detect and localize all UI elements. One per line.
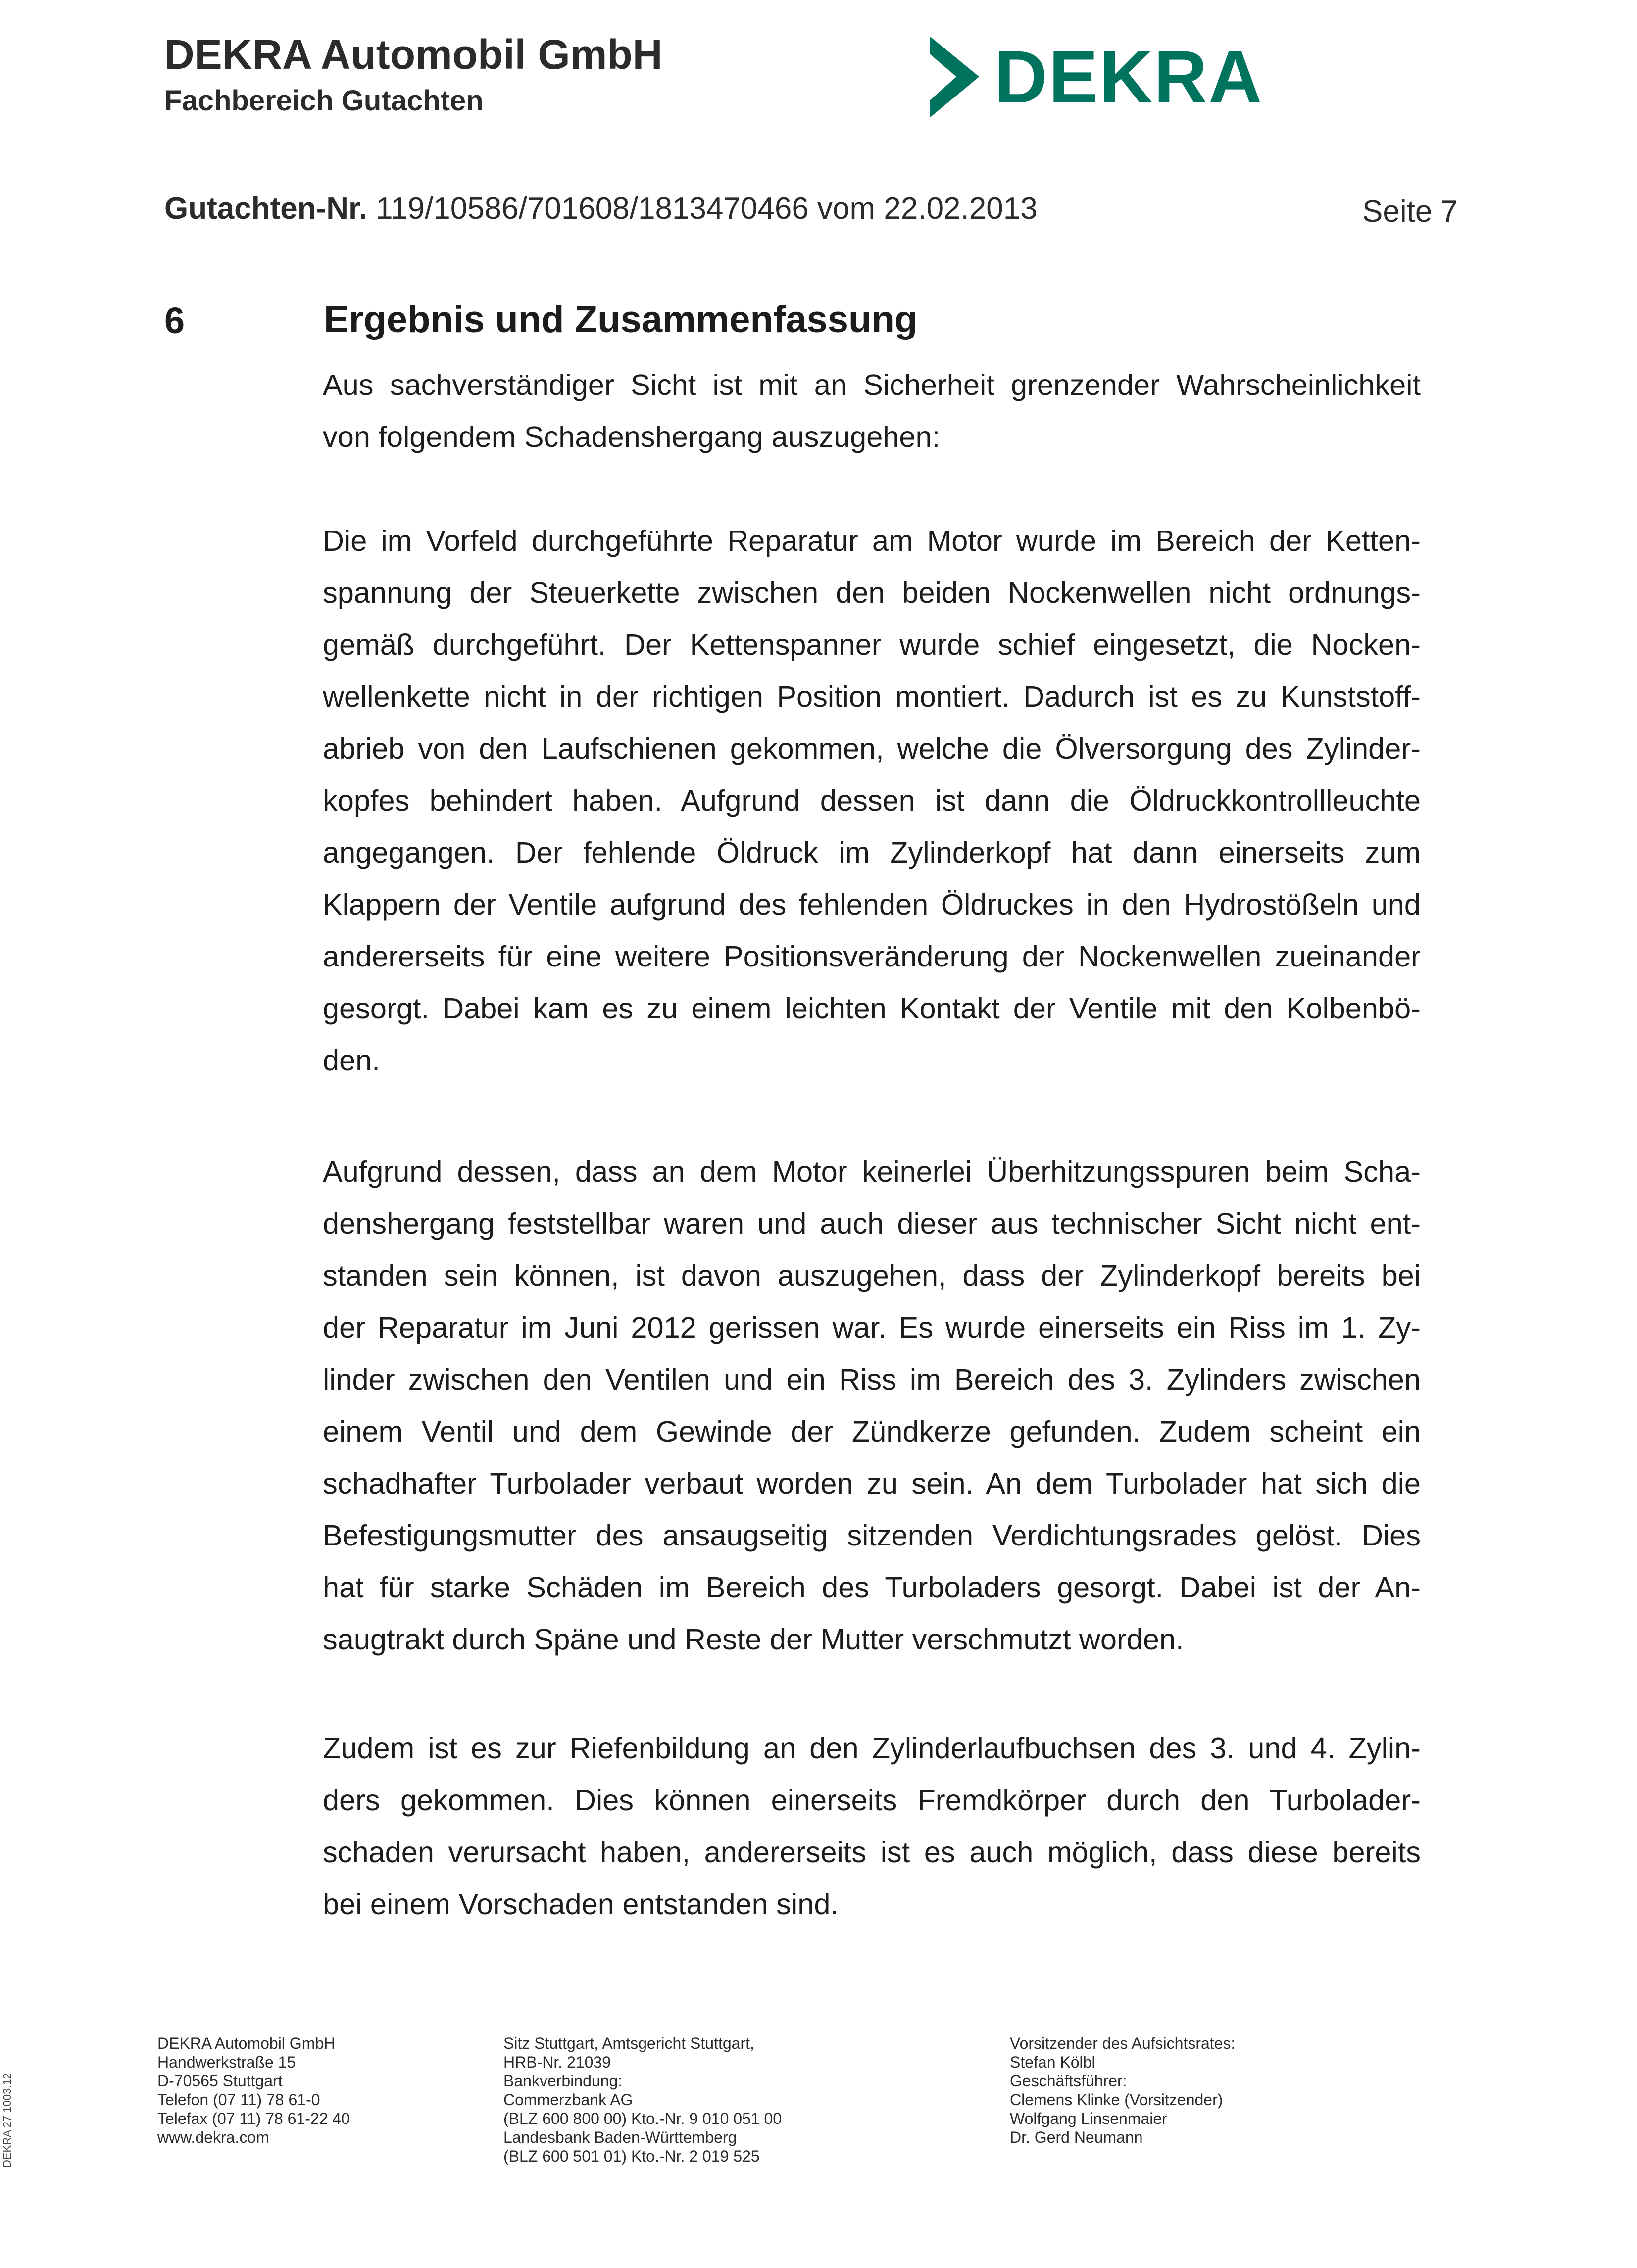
footer-line: www.dekra.com	[157, 2128, 269, 2146]
text-line: abrieb von den Laufschienen gekommen, welche die Ölversorgung des Zylinder-	[323, 732, 1421, 765]
footer-line: Telefon (07 11) 78 61-0	[157, 2091, 320, 2109]
footer-line: Handwerkstraße 15	[157, 2053, 296, 2071]
text-line: schadhafter Turbolader verbaut worden zu sein. An dem Turbolader hat sich die	[323, 1467, 1421, 1500]
footer-line: Stefan Kölbl	[1010, 2053, 1095, 2071]
footer-line: D-70565 Stuttgart	[157, 2072, 283, 2090]
section-number: 6	[164, 300, 185, 341]
footer-line: (BLZ 600 501 01) Kto.-Nr. 2 019 525	[503, 2147, 760, 2165]
text-line: spannung der Steuerkette zwischen den beiden Nockenwellen nicht ordnungs-	[323, 576, 1421, 609]
text-line: kopfes behindert haben. Aufgrund dessen ist dann die Öldruckkontrollleuchte	[323, 784, 1421, 817]
footer-line: Commerzbank AG	[503, 2091, 633, 2109]
report-number-label: Gutachten-Nr.	[164, 192, 367, 226]
dekra-arrow-icon	[926, 36, 980, 118]
text-line: gemäß durchgeführt. Der Kettenspanner wurde schief eingesetzt, die Nocken-	[323, 628, 1421, 661]
section-title: Ergebnis und Zusammenfassung	[324, 298, 918, 340]
footer-line: Bankverbindung:	[503, 2072, 623, 2090]
paragraph-cylinder-head	[323, 1146, 1421, 1665]
paragraph-intro	[323, 359, 1421, 463]
text-line: von folgendem Schadenshergang auszugehen:	[323, 420, 941, 453]
report-reference	[164, 191, 1038, 226]
paragraph-repair-cause	[323, 515, 1421, 1086]
text-line: gesorgt. Dabei kam es zu einem leichten Kontakt der Ventile mit den Kolbenbö-	[323, 992, 1421, 1025]
logo-wordmark: DEKRA	[994, 35, 1263, 118]
company-department: Fachbereich Gutachten	[164, 85, 484, 117]
footer-line: HRB-Nr. 21039	[503, 2053, 611, 2071]
footer-line: Landesbank Baden-Württemberg	[503, 2128, 737, 2146]
dekra-logo	[926, 34, 1263, 120]
text-line: Klappern der Ventile aufgrund des fehlenden Öldruckes in den Hydrostößeln und	[323, 888, 1421, 921]
text-line: denshergang feststellbar waren und auch dieser aus technischer Sicht nicht ent-	[323, 1207, 1421, 1240]
footer-line: (BLZ 600 800 00) Kto.-Nr. 9 010 051 00	[503, 2110, 782, 2127]
text-line: standen sein können, ist davon auszugehen, dass der Zylinderkopf bereits bei	[323, 1259, 1421, 1292]
text-line: angegangen. Der fehlende Öldruck im Zylinderkopf hat dann einerseits zum	[323, 836, 1421, 869]
text-line: linder zwischen den Ventilen und ein Riss im Bereich des 3. Zylinders zwischen	[323, 1363, 1421, 1396]
text-line: saugtrakt durch Späne und Reste der Mutter verschmutzt worden.	[323, 1623, 1184, 1656]
footer-line: Geschäftsführer:	[1010, 2072, 1127, 2090]
text-line: den.	[323, 1044, 380, 1077]
footer-registry	[503, 2034, 782, 2166]
footer-line: DEKRA Automobil GmbH	[157, 2034, 336, 2052]
footer-line: Dr. Gerd Neumann	[1010, 2128, 1143, 2146]
text-line: Aus sachverständiger Sicht ist mit an Sicherheit grenzender Wahrscheinlichkeit	[323, 368, 1421, 401]
page-number: Seite 7	[1362, 194, 1458, 229]
footer-line: Sitz Stuttgart, Amtsgericht Stuttgart,	[503, 2034, 754, 2052]
footer-line: Vorsitzender des Aufsichtsrates:	[1010, 2034, 1236, 2052]
text-line: einem Ventil und dem Gewinde der Zündkerze gefunden. Zudem scheint ein	[323, 1415, 1421, 1448]
text-line: schaden verursacht haben, andererseits ist es auch möglich, dass diese bereits	[323, 1835, 1421, 1869]
text-line: andererseits für eine weitere Positionsveränderung der Nockenwellen zueinander	[323, 940, 1421, 973]
text-line: hat für starke Schäden im Bereich des Turboladers gesorgt. Dabei ist der An-	[323, 1571, 1421, 1604]
form-code: DEKRA 27 1003.12	[1, 2073, 13, 2168]
text-line: bei einem Vorschaden entstanden sind.	[323, 1887, 839, 1921]
text-line: wellenkette nicht in der richtigen Position montiert. Dadurch ist es zu Kunststoff-	[323, 680, 1421, 713]
company-name: DEKRA Automobil GmbH	[164, 31, 663, 78]
footer-management	[1010, 2034, 1235, 2147]
paragraph-cylinder-liners	[323, 1722, 1421, 1930]
footer-address	[157, 2034, 350, 2147]
text-line: ders gekommen. Dies können einerseits Fremdkörper durch den Turbolader-	[323, 1784, 1421, 1817]
footer-line: Telefax (07 11) 78 61-22 40	[157, 2110, 350, 2127]
text-line: der Reparatur im Juni 2012 gerissen war. Es wurde einerseits ein Riss im 1. Zy-	[323, 1311, 1421, 1344]
text-line: Die im Vorfeld durchgeführte Reparatur am Motor wurde im Bereich der Ketten-	[323, 524, 1421, 557]
report-number-value: 119/10586/701608/1813470466 vom 22.02.2013	[376, 192, 1038, 226]
footer-line: Clemens Klinke (Vorsitzender)	[1010, 2091, 1223, 2109]
text-line: Befestigungsmutter des ansaugseitig sitzenden Verdichtungsrades gelöst. Dies	[323, 1519, 1421, 1552]
text-line: Zudem ist es zur Riefenbildung an den Zylinderlaufbuchsen des 3. und 4. Zylin-	[323, 1732, 1421, 1765]
footer-line: Wolfgang Linsenmaier	[1010, 2110, 1167, 2127]
text-line: Aufgrund dessen, dass an dem Motor keinerlei Überhitzungsspuren beim Scha-	[323, 1155, 1421, 1188]
